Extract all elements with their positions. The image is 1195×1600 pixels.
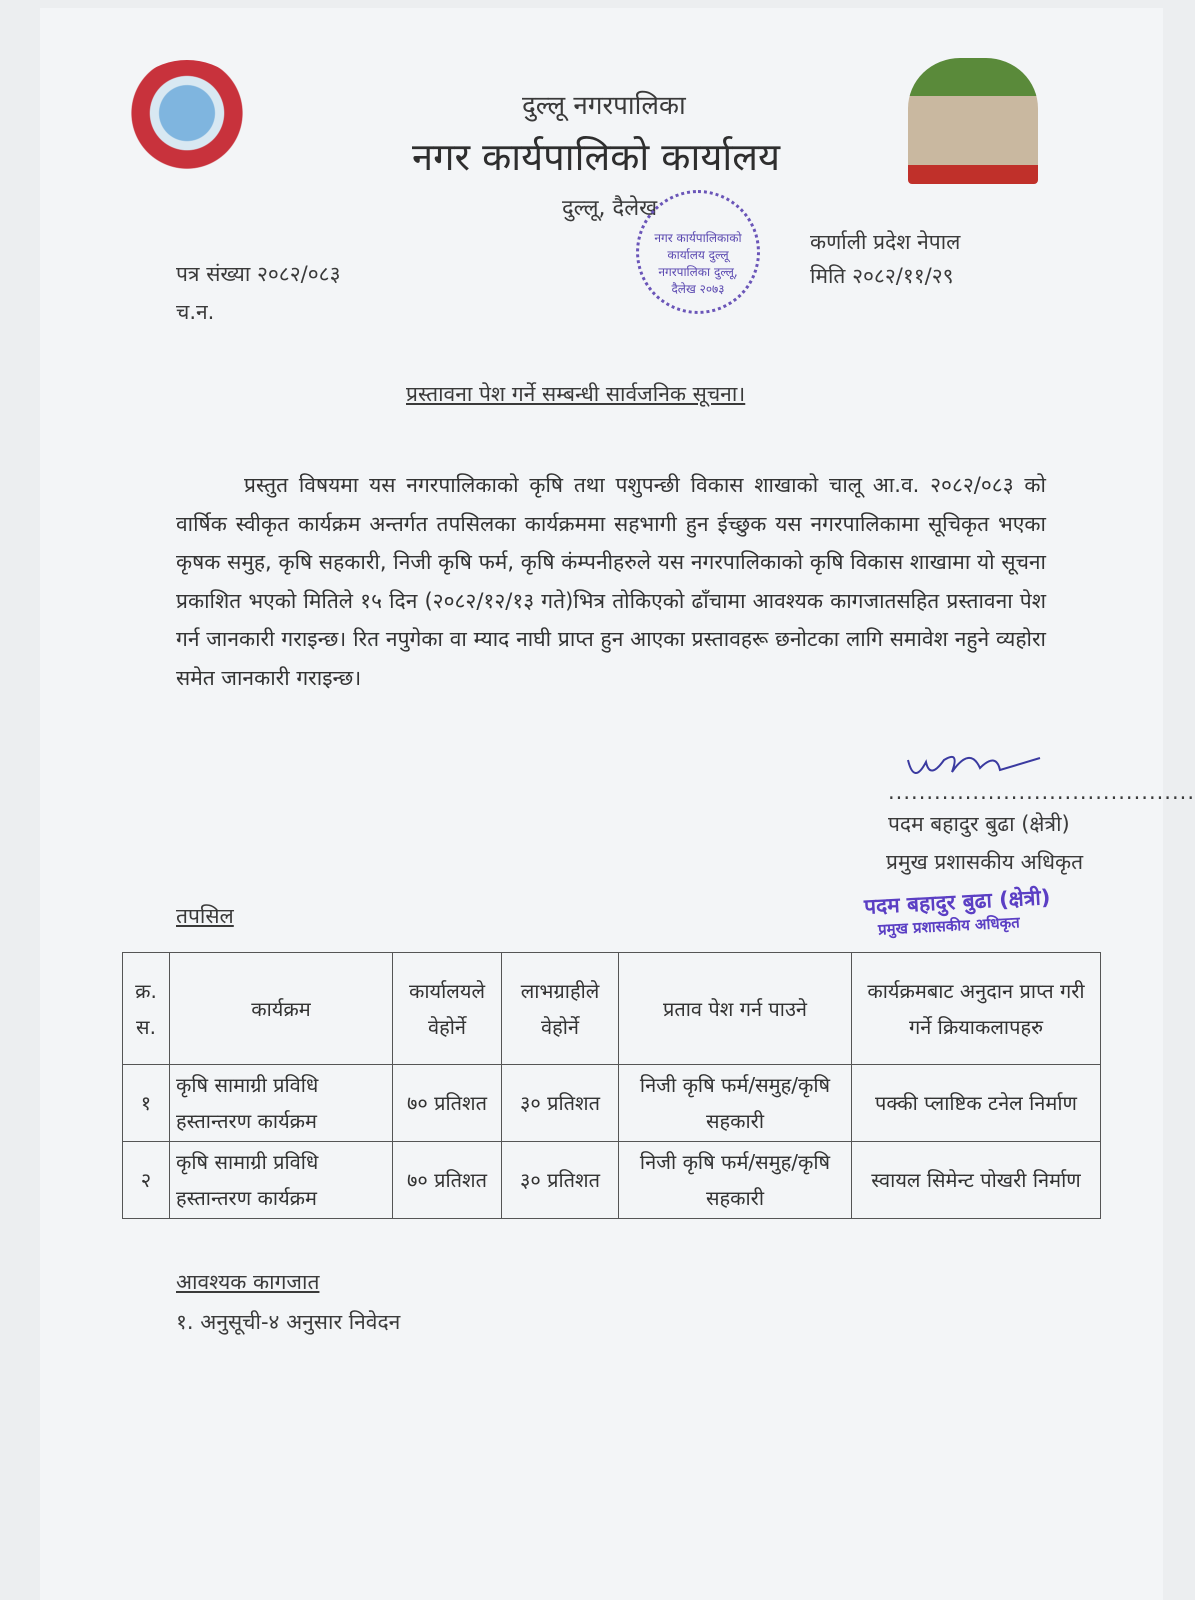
dispatch-number: च.न. bbox=[176, 300, 215, 324]
cell-beneficiary-share: ३० प्रतिशत bbox=[502, 1065, 619, 1142]
municipality-name: दुल्लू नगरपालिका bbox=[522, 91, 686, 121]
cell-serial: १ bbox=[123, 1065, 170, 1142]
letter-number: पत्र संख्या २०८२/०८३ bbox=[176, 262, 341, 286]
cell-eligible: निजी कृषि फर्म/समुह/कृषि सहकारी bbox=[619, 1065, 852, 1142]
office-location: दुल्लू, दैलेख bbox=[562, 196, 658, 221]
nepal-emblem-logo bbox=[122, 60, 252, 178]
signature-line: ........................................ bbox=[888, 780, 1195, 804]
documents-heading: आवश्यक कागजात bbox=[176, 1270, 320, 1294]
cell-program: कृषि सामाग्री प्रविधि हस्तान्तरण कार्यक्रम bbox=[170, 1142, 393, 1219]
col-activities: कार्यक्रमबाट अनुदान प्राप्त गरी गर्ने क्रियाकलापहरु bbox=[852, 953, 1101, 1065]
col-beneficiary-share: लाभग्राहीले वेहोर्ने bbox=[502, 953, 619, 1065]
col-program: कार्यक्रम bbox=[170, 953, 393, 1065]
table-row bbox=[123, 1065, 1101, 1142]
notice-body: प्रस्तुत विषयमा यस नगरपालिकाको कृषि तथा पशुपन्छी विकास शाखाको चालू आ.व. २०८२/०८३ को वार्षिक स्वीकृत कार्यक्रम अन्तर्गत तपसिलका कार्यक्रममा सहभागी हुन ईच्छुक यस नगरपालिकामा सूचिकृत भएका कृषक समुह, कृषि सहकारी, निजी कृषि फर्म, कृषि कंम्पनीहरुले यस नगरपालिकाको कृषि विकास शाखामा यो सूचना प्रकाशित भएको मितिले १५ दिन (२०८२/१२/१३ गते)भित्र तोकिएको ढाँचामा आवश्यक कागजातसहित प्रस्तावना पेश गर्न जानकारी गराइन्छ। रित नपुगेका वा म्याद नाघी प्राप्त हुन आएका प्रस्तावहरू छनोटका लागि समावेश नहुने व्यहोरा समेत जानकारी गराइन्छ। bbox=[176, 473, 1046, 690]
cell-eligible: निजी कृषि फर्म/समुह/कृषि सहकारी bbox=[619, 1142, 852, 1219]
cell-activity: पक्की प्लाष्टिक टनेल निर्माण bbox=[852, 1065, 1101, 1142]
name-stamp: पदम बहादुर बुढा (क्षेत्री) bbox=[863, 885, 1051, 919]
signatory-name: पदम बहादुर बुढा (क्षेत्री) bbox=[888, 812, 1070, 836]
cell-office-share: ७० प्रतिशत bbox=[393, 1065, 502, 1142]
signatory-designation: प्रमुख प्रशासकीय अधिकृत bbox=[886, 850, 1084, 874]
schedule-heading: तपसिल bbox=[176, 904, 234, 928]
cell-program: कृषि सामाग्री प्रविधि हस्तान्तरण कार्यक्रम bbox=[170, 1065, 393, 1142]
col-eligible: प्रताव पेश गर्न पाउने bbox=[619, 953, 852, 1065]
cell-serial: २ bbox=[123, 1142, 170, 1219]
office-name: नगर कार्यपालिको कार्यालय bbox=[412, 135, 781, 179]
scanned-letter bbox=[40, 8, 1163, 1600]
municipality-building-logo bbox=[908, 58, 1038, 184]
office-seal-stamp: नगर कार्यपालिकाको कार्यालय दुल्लू नगरपालिका दुल्लू, दैलेख २०७३ bbox=[636, 190, 760, 314]
designation-stamp: प्रमुख प्रशासकीय अधिकृत bbox=[877, 913, 1021, 939]
province: कर्णाली प्रदेश नेपाल bbox=[810, 230, 961, 254]
col-serial: क्र. स. bbox=[123, 953, 170, 1065]
cell-activity: स्वायल सिमेन्ट पोखरी निर्माण bbox=[852, 1142, 1101, 1219]
program-table bbox=[122, 952, 1101, 1219]
subject: प्रस्तावना पेश गर्ने सम्बन्धी सार्वजनिक सूचना। bbox=[406, 382, 746, 406]
cell-office-share: ७० प्रतिशत bbox=[393, 1142, 502, 1219]
document-item: १. अनुसूची-४ अनुसार निवेदन bbox=[176, 1310, 401, 1334]
cell-beneficiary-share: ३० प्रतिशत bbox=[502, 1142, 619, 1219]
letter-date: मिति २०८२/११/२९ bbox=[810, 264, 954, 288]
col-office-share: कार्यालयले वेहोर्ने bbox=[393, 953, 502, 1065]
table-header-row bbox=[123, 953, 1101, 1065]
table-row bbox=[123, 1142, 1101, 1219]
